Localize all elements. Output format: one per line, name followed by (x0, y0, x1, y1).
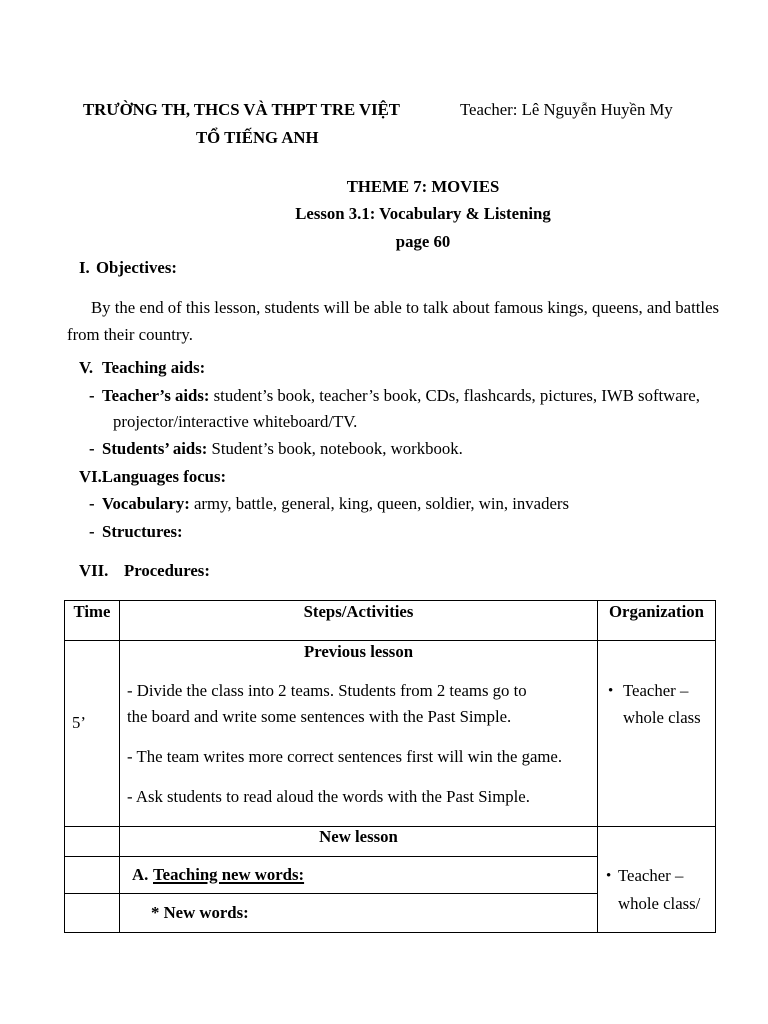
vocabulary-label: Vocabulary: (102, 494, 190, 513)
procedures-number: VII. (79, 561, 109, 580)
header-steps-activities: Steps/Activities (120, 601, 598, 641)
section-title: Teaching new words: (153, 865, 305, 884)
organization-cell (598, 641, 716, 827)
teacher-aids-text-continued: projector/interactive whiteboard/TV. (113, 412, 358, 431)
lesson-title: Lesson 3.1: Vocabulary & Listening (295, 204, 551, 223)
step-line: - Ask students to read aloud the words with the Past Simple. (127, 787, 530, 806)
list-dash: - (89, 494, 95, 513)
time-cell (65, 827, 120, 857)
bullet-icon: • (606, 868, 612, 884)
section-marker: A. (132, 865, 149, 884)
students-aids-label: Students’ aids: (102, 439, 208, 458)
step-line: - Divide the class into 2 teams. Students from 2 teams go to (127, 681, 527, 700)
procedures-heading: Procedures: (124, 561, 210, 580)
time-cell (65, 857, 120, 894)
objectives-number: I. (79, 258, 90, 277)
table-row-previous-lesson (65, 641, 716, 827)
new-words-subheading: * New words: (151, 903, 249, 922)
students-aids-text: Student’s book, notebook, workbook. (211, 439, 463, 458)
step-line: - The team writes more correct sentences first will win the game. (127, 747, 563, 766)
new-lesson-title: New lesson (319, 827, 398, 846)
table-row-new-lesson (65, 827, 716, 857)
list-dash: - (89, 439, 95, 458)
organization-line (598, 866, 715, 886)
teaching-aids-number: V. (79, 358, 94, 377)
procedures-table (64, 600, 716, 933)
steps-cell (120, 894, 598, 933)
time-cell (65, 641, 120, 827)
steps-cell (120, 827, 598, 857)
organization-text: Teacher – (623, 681, 689, 700)
list-dash: - (89, 522, 95, 541)
teacher-name: Teacher: Lê Nguyễn Huyền My (460, 100, 673, 119)
teacher-aids-label: Teacher’s aids: (102, 386, 210, 405)
list-dash: - (89, 386, 95, 405)
organization-text: whole class/ (618, 894, 701, 913)
organization-line (598, 708, 715, 728)
time-value: 5’ (72, 713, 86, 732)
language-focus-heading: VI.Languages focus: (79, 467, 227, 486)
organization-line (598, 681, 715, 701)
structures-label: Structures: (102, 522, 183, 541)
teaching-aids-heading: Teaching aids: (102, 358, 206, 377)
organization-text: Teacher – (618, 866, 684, 885)
steps-cell (120, 641, 598, 827)
steps-cell (120, 857, 598, 894)
objectives-heading: Objectives: (96, 258, 177, 277)
step-line: the board and write some sentences with the Past Simple. (127, 707, 512, 726)
previous-lesson-title: Previous lesson (303, 642, 414, 661)
organization-line (598, 894, 715, 914)
header-organization: Organization (598, 601, 716, 641)
page-reference: page 60 (395, 232, 451, 251)
teacher-aids-text: student’s book, teacher’s book, CDs, flashcards, pictures, IWB software, (213, 386, 700, 405)
department-name: TỔ TIẾNG ANH (196, 128, 319, 147)
objectives-text-line-1: By the end of this lesson, students will be able to talk about famous kings, queens, and battles (91, 298, 720, 317)
teacher-aids-item (102, 386, 700, 406)
theme-title: THEME 7: MOVIES (346, 177, 500, 196)
students-aids-item (102, 439, 463, 459)
time-cell (65, 894, 120, 933)
bullet-icon: • (608, 683, 614, 699)
organization-text: whole class (623, 708, 701, 727)
vocabulary-item (102, 494, 569, 514)
vocabulary-text: army, battle, general, king, queen, soldier, win, invaders (193, 494, 569, 513)
organization-cell (598, 827, 716, 933)
objectives-text-line-2: from their country. (67, 325, 193, 344)
header-time: Time (65, 601, 120, 641)
school-name: TRƯỜNG TH, THCS VÀ THPT TRE VIỆT (83, 100, 400, 119)
table-header-row (65, 601, 716, 641)
section-heading (120, 865, 597, 885)
